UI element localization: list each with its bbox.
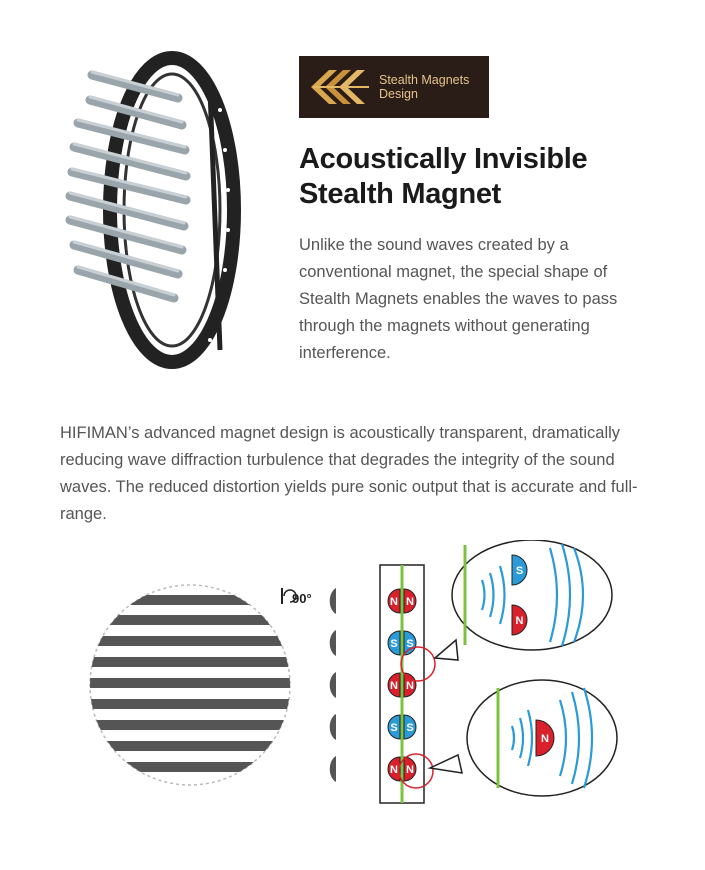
rotation-indicator: [282, 588, 312, 606]
intro-paragraph: Unlike the sound waves created by a conventional magnet, the special shape of Stealth Magnets enables the waves to pass through the magnets without generating interference.: [299, 236, 618, 362]
magnet-right-4-label: N: [406, 764, 414, 776]
page-title: [299, 142, 679, 212]
magnet-right-2-label: N: [406, 680, 414, 692]
title-line-2: Stealth Magnet: [299, 178, 502, 210]
magnet-profiles: [330, 588, 336, 782]
zoom-top-magnet-0-label: S: [515, 565, 524, 577]
zoom-top-magnet-1-label: N: [515, 615, 524, 627]
magnet-left-1-label: S: [390, 638, 398, 650]
zoom-bottom-magnet-0-label: N: [541, 733, 549, 745]
magnet-left-2-label: N: [390, 680, 398, 692]
zoom-bubble-bottom: [430, 680, 617, 796]
magnet-right-3-label: S: [406, 722, 414, 734]
stealth-magnets-logo: [299, 56, 489, 118]
zoom-bubble-top: [435, 540, 612, 660]
body-paragraph: HIFIMAN’s advanced magnet design is acoustically transparent, dramatically reducing wave diffraction turbulence that degrades the integrity of the sound waves. The reduced distortion yields pure sonic output that is accurate and full-range.: [60, 424, 638, 523]
magnet-diagram: [60, 540, 680, 840]
magnet-frame-illustration: [60, 50, 250, 370]
stripe-circle: [80, 585, 300, 785]
title-line-1: Acoustically Invisible: [299, 143, 588, 175]
magnet-column: [380, 565, 435, 803]
logo-text: [379, 73, 469, 101]
magnet-left-0-label: N: [390, 596, 398, 608]
magnet-right-1-label: S: [406, 638, 414, 650]
rotation-label: 90°: [292, 591, 312, 606]
magnet-left-3-label: S: [390, 722, 398, 734]
chevron-logo-icon: [307, 66, 373, 108]
logo-line-1: Stealth Magnets: [379, 73, 470, 87]
logo-line-2: Design: [379, 87, 418, 101]
magnet-right-0-label: N: [406, 596, 414, 608]
magnet-left-4-label: N: [390, 764, 398, 776]
